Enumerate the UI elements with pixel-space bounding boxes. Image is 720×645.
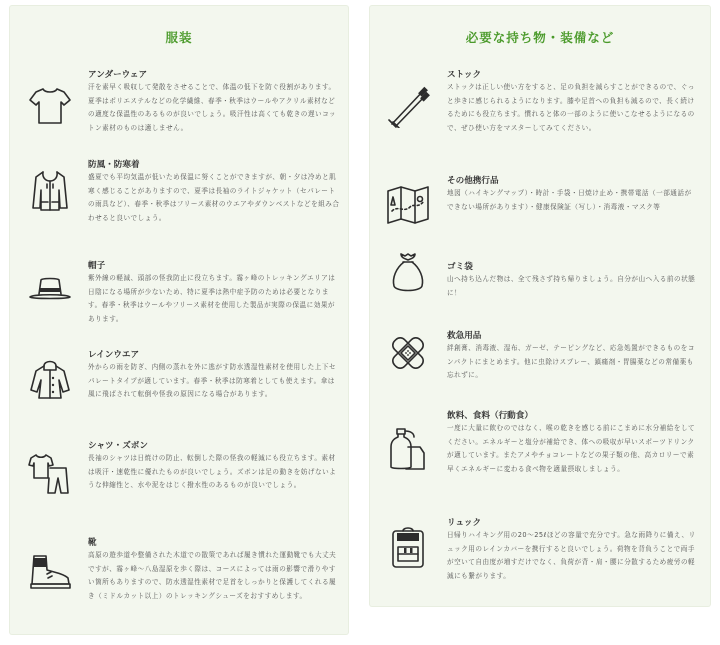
belongings-panel bbox=[370, 6, 710, 606]
item-description: 汗を素早く吸収して発散をさせることで、体温の低下を防ぐ役割があります。夏季はポリエステルなどの化学繊維、春季・秋季はウールやアクリル素材などの適度な保温性のあるものが良いでしょう。吸汗性は高くても乾きの遅いコットン素材のものは適しません。 bbox=[88, 83, 337, 132]
tshirt-icon bbox=[28, 83, 72, 127]
item-description: 高原の遊歩道や整備された木道での散策であれば履き慣れた運動靴でも大丈夫ですが、霧ヶ峰～八島湿原を歩く際は、コースによっては雨の影響で滑りやすい箇所もありますので、防水透湿性素材で足首をしっかりと保護してくれる履き（ミドルカット以上）のトレッキングシューズをおすすめします。 bbox=[88, 551, 337, 600]
bandage-icon bbox=[386, 331, 430, 375]
item-title: シャツ・ズボン bbox=[88, 441, 148, 451]
map-icon bbox=[386, 183, 430, 227]
item-title: 靴 bbox=[88, 538, 97, 548]
item-title: アンダーウェア bbox=[88, 70, 148, 80]
item-title: レインウエア bbox=[88, 350, 140, 360]
item-description: 山へ持ち込んだ物は、全て残さず持ち帰りましょう。自分が山へ入る前の状態に！ bbox=[447, 275, 696, 297]
item-description: 紫外線の軽減、頭部の怪我防止に役立ちます。霧ヶ峰のトレッキングエリアは日陰になる場所が少ないため、特に夏季は熱中症予防のためは必要となります。春季・秋季はウールやフリース素材を使用した製品が実際の保温に効果があります。 bbox=[88, 274, 336, 323]
clothes-icon bbox=[28, 451, 72, 495]
clothing-heading: 服装 bbox=[165, 30, 193, 45]
hat-icon bbox=[28, 267, 72, 311]
item-description: 日帰りハイキング用の20～25ℓほどの容量で充分です。急な雨降りに備え、リュック用のレインカバーを携行すると良いでしょう。荷物を背負うことで両手が空いて自由度が増すだけでなく、負荷が背・肩・腰に分散するため疲労の軽減にも繋がります。 bbox=[447, 531, 696, 580]
item-title: 救急用品 bbox=[447, 331, 482, 341]
item-description: 盛夏でも平均気温が低いため保温に努くことができますが、朝・夕は冷めと肌寒く感じることがありますので、夏季は長袖のライトジャケット（セパレートの雨具など）、春季・秋季はフリース素材のウエアやダウンベストなどを組み合わせると良いでしょう。 bbox=[88, 173, 340, 222]
item-description: ストックは正しい使い方をすると、足の負担を減らすことができるので、ぐっと歩きに感じられるようになります。膝や足首への負担も減るので、長く続けるためにも役立ちます。慣れると体の一部のように使いこなせるようになるので、ぜひ使い方をマスターしてみてください。 bbox=[447, 83, 695, 132]
trekking-poles-icon bbox=[386, 84, 430, 128]
boot-icon bbox=[28, 550, 72, 594]
item-title: ストック bbox=[447, 70, 482, 80]
jacket-icon bbox=[28, 168, 72, 212]
backpack-icon bbox=[386, 526, 430, 570]
trash-bag-icon bbox=[386, 250, 430, 294]
item-description: 一度に大量に飲むのではなく、喉の乾きを感じる前にこまめに水分補給をしてください。エネルギーと塩分が補給でき、体への吸収が早いスポーツドリンクが適しています。またアメやチョコレートなどの果子類の他、高カロリーで素早くエネルギーに変わる食べ物を適量摂取しましょう。 bbox=[447, 424, 696, 473]
bottle-icon bbox=[386, 427, 430, 471]
item-description: 長袖のシャツは日焼けの防止、転倒した際の怪我の軽減にも役立ちます。素材は吸汗・速乾性に優れたものが良いでしょう。ズボンは足の動きを妨げないような伸縮性と、水や泥をはじく撥水性のあるものが良いでしょう。 bbox=[88, 454, 337, 490]
item-title: その他携行品 bbox=[447, 176, 499, 186]
item-title: ゴミ袋 bbox=[447, 262, 473, 272]
belongings-heading: 必要な持ち物・装備など bbox=[465, 30, 615, 45]
item-description: 地図（ハイキングマップ）・時計・手袋・日焼け止め・携帯電話（一部通話ができない場所があります）・健康保険証（写し）・消毒液・マスク等 bbox=[447, 189, 692, 211]
item-title: 飲料、食料（行動食） bbox=[447, 411, 533, 421]
item-title: 帽子 bbox=[88, 261, 106, 271]
raincoat-icon bbox=[28, 356, 72, 400]
item-title: 防風・防寒着 bbox=[88, 160, 140, 170]
item-description: 絆創膏、消毒液、湿布、ガーゼ、テーピングなど、応急処置ができるものをコンパクトにまとめます。他に虫除けスプレー、鎮痛剤・胃腸薬などの常備薬も忘れずに。 bbox=[447, 344, 695, 380]
clothing-panel bbox=[10, 6, 348, 634]
item-description: 外からの雨を防ぎ、内側の蒸れを外に逃がす防水透湿性素材を使用した上下セパレートタイプが適しています。春季・秋季は防寒着としても使えます。傘は風に飛ばされて転倒や怪我の原因になる場合があります。 bbox=[88, 363, 337, 399]
item-title: リュック bbox=[447, 518, 482, 528]
